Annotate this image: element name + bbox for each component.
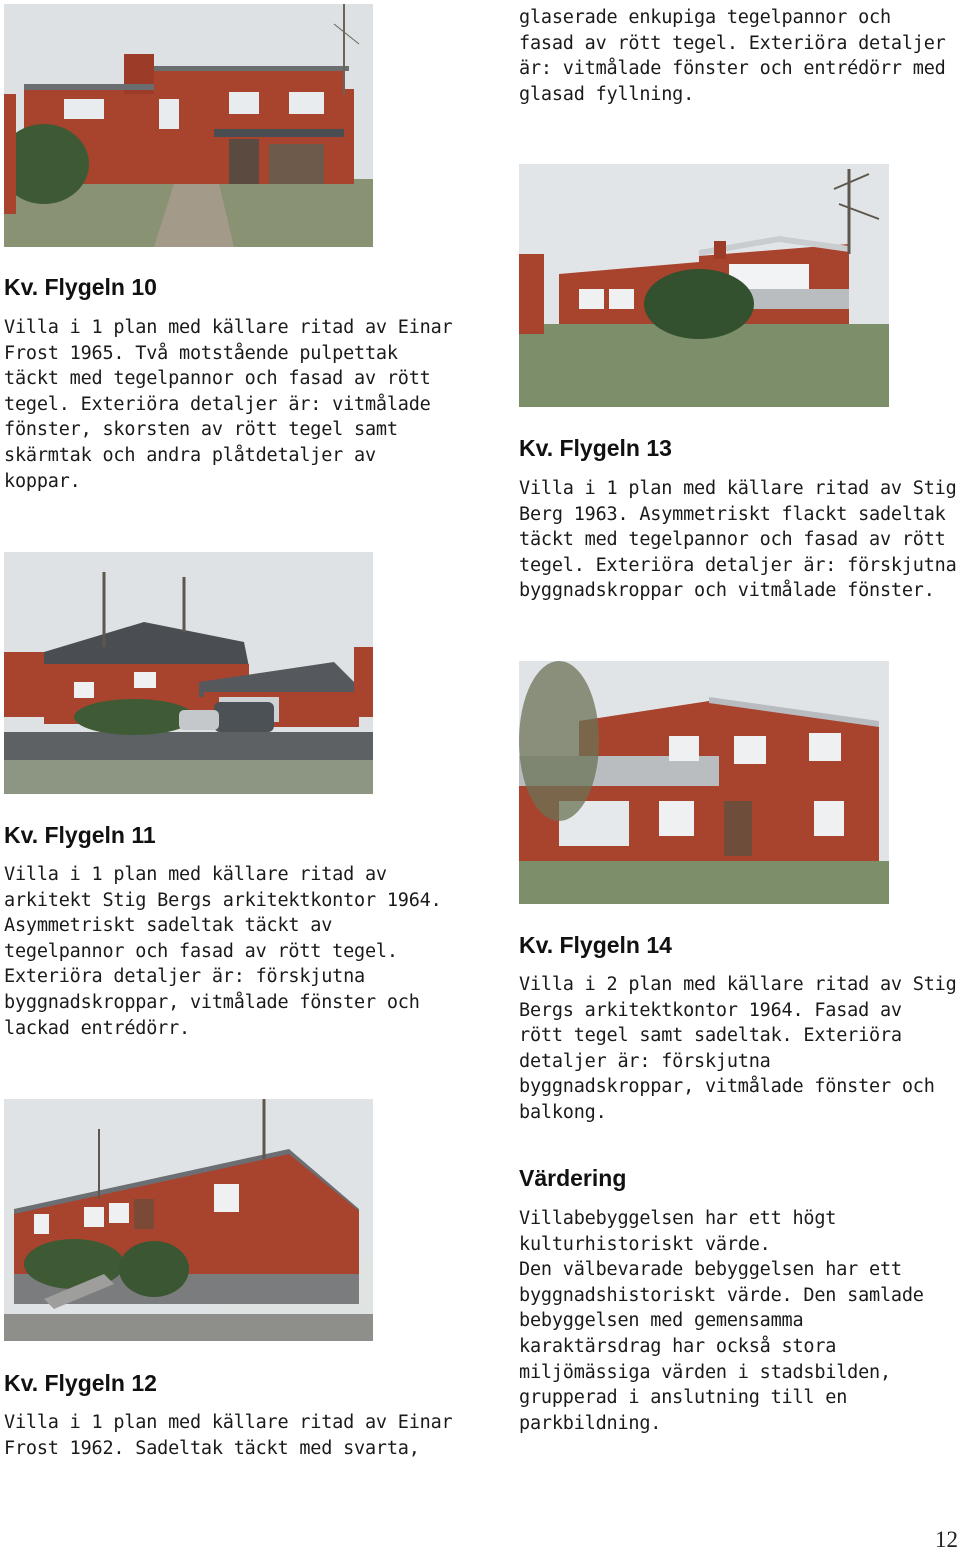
vardering-line: grupperad i anslutning till en <box>519 1387 848 1409</box>
vardering-line: karaktärsdrag har också stora <box>519 1335 837 1357</box>
description-line: tegelpannor och fasad av rött tegel. <box>4 940 398 962</box>
description-line: tegel. Exteriöra detaljer är: vitmålade <box>4 393 431 415</box>
description-line: Asymmetriskt sadeltak täckt av <box>4 915 333 937</box>
vardering-line: Den välbevarade bebyggelsen har ett <box>519 1259 902 1281</box>
description-line: byggnadskroppar, vitmålade fönster och <box>519 1076 935 1098</box>
description-line: skärmtak och andra plåtdetaljer av <box>4 444 376 466</box>
description-flygeln-12 <box>4 1410 452 1461</box>
description-line: Frost 1962. Sadeltak täckt med svarta, <box>4 1437 420 1459</box>
description-line: tegel. Exteriöra detaljer är: förskjutna <box>519 554 957 576</box>
intro-text <box>519 5 946 107</box>
photo-flygeln-14 <box>519 661 889 904</box>
heading-flygeln-13: Kv. Flygeln 13 <box>519 435 672 461</box>
description-flygeln-11 <box>4 862 442 1041</box>
heading-flygeln-14: Kv. Flygeln 14 <box>519 932 672 958</box>
description-line: Villa i 1 plan med källare ritad av <box>4 864 387 885</box>
description-line: Exteriöra detaljer är: förskjutna <box>4 966 365 988</box>
vardering-line: parkbildning. <box>519 1412 662 1434</box>
description-line: byggnadskroppar och vitmålade fönster. <box>519 580 935 602</box>
description-line: koppar. <box>4 470 81 492</box>
heading-flygeln-11: Kv. Flygeln 11 <box>4 822 156 848</box>
vardering-line: byggnadshistoriskt värde. Den samlade <box>519 1284 924 1306</box>
heading-vardering: Värdering <box>519 1165 627 1191</box>
description-line: fönster, skorsten av rött tegel samt <box>4 419 398 441</box>
vardering-line: bebyggelsen med gemensamma <box>519 1310 804 1332</box>
description-line: byggnadskroppar, vitmålade fönster och <box>4 991 420 1013</box>
description-line: Villa i 1 plan med källare ritad av Einar <box>4 1412 453 1433</box>
intro-line: fasad av rött tegel. Exteriöra detaljer <box>519 32 946 54</box>
description-line: täckt med tegelpannor och fasad av rött <box>4 368 431 390</box>
description-line: rött tegel samt sadeltak. Exteriöra <box>519 1025 902 1047</box>
photo-flygeln-11 <box>4 552 373 794</box>
intro-line: glasad fyllning. <box>519 83 695 105</box>
description-line: Villa i 1 plan med källare ritad av Stig <box>519 478 957 499</box>
description-flygeln-10 <box>4 315 452 494</box>
description-line: balkong. <box>519 1101 607 1123</box>
vardering-paragraph <box>519 1257 924 1436</box>
intro-line: är: vitmålade fönster och entrédörr med <box>519 58 946 80</box>
intro-line: glaserade enkupiga tegelpannor och <box>519 7 891 28</box>
vardering-line: Villabebyggelsen har ett högt <box>519 1208 837 1229</box>
heading-flygeln-12: Kv. Flygeln 12 <box>4 1370 157 1396</box>
house-photo-flygeln-10 <box>4 4 373 247</box>
house-photo-flygeln-13 <box>519 164 889 407</box>
vardering-paragraph <box>519 1206 924 1257</box>
heading-flygeln-10: Kv. Flygeln 10 <box>4 274 157 300</box>
photo-flygeln-13 <box>519 164 889 407</box>
description-line: Frost 1965. Två motstående pulpettak <box>4 342 398 364</box>
description-line: Berg 1963. Asymmetriskt flackt sadeltak <box>519 503 946 525</box>
description-line: lackad entrédörr. <box>4 1017 190 1039</box>
page-number: 12 <box>935 1527 958 1552</box>
description-line: Villa i 2 plan med källare ritad av Stig <box>519 974 957 995</box>
photo-flygeln-10 <box>4 4 373 247</box>
description-flygeln-13 <box>519 476 957 604</box>
house-photo-flygeln-12 <box>4 1099 373 1341</box>
photo-flygeln-12 <box>4 1099 373 1341</box>
description-line: täckt med tegelpannor och fasad av rött <box>519 529 946 551</box>
vardering-text <box>519 1206 924 1436</box>
description-line: Bergs arkitektkontor 1964. Fasad av <box>519 999 902 1021</box>
description-line: detaljer är: förskjutna <box>519 1050 771 1072</box>
house-photo-flygeln-14 <box>519 661 889 904</box>
description-line: arkitekt Stig Bergs arkitektkontor 1964. <box>4 889 442 911</box>
house-photo-flygeln-11 <box>4 552 373 794</box>
vardering-line: kulturhistoriskt värde. <box>519 1233 771 1255</box>
description-flygeln-14 <box>519 972 957 1126</box>
vardering-line: miljömässiga värden i stadsbilden, <box>519 1361 891 1383</box>
description-line: Villa i 1 plan med källare ritad av Einar <box>4 317 453 338</box>
